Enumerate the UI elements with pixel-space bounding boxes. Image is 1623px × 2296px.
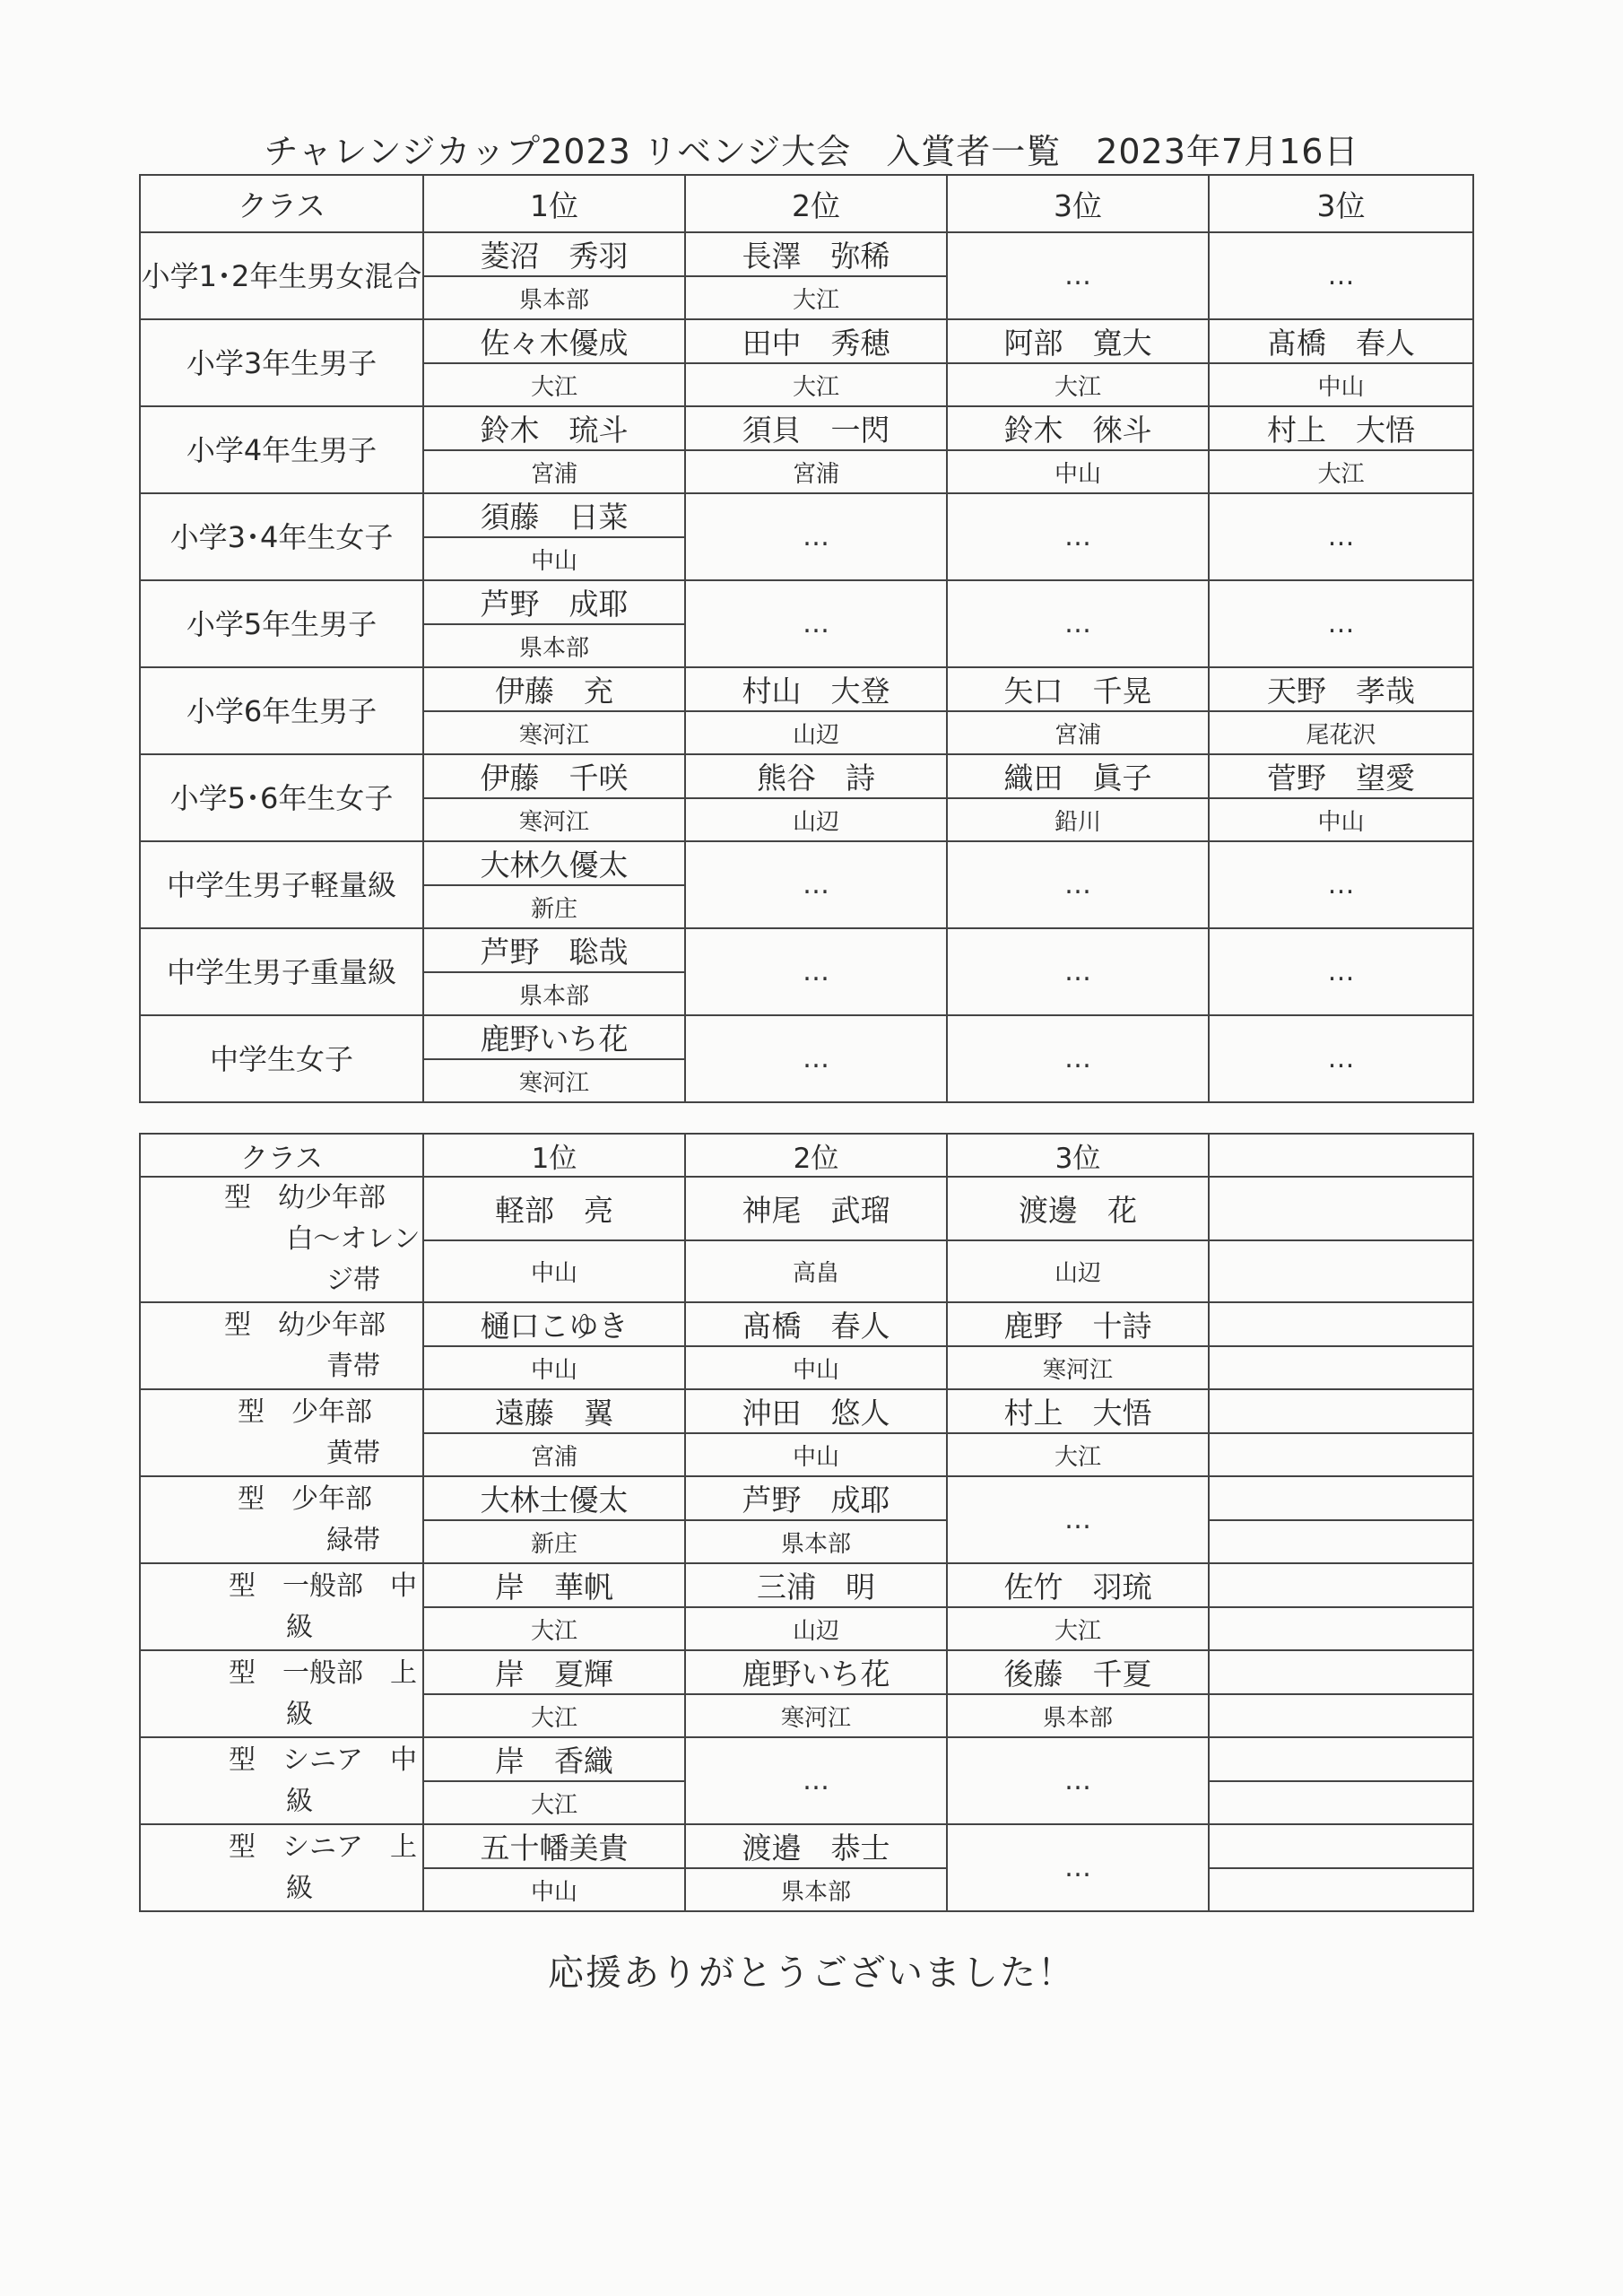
winner-name: 五十幡美貴 [423,1824,685,1868]
no-winner-cell: … [947,1476,1209,1563]
winner-name: 三浦 明 [685,1563,947,1607]
table-row [140,232,1473,276]
winner-name: 伊藤 充 [423,667,685,711]
class-name: 型 少年部 [238,1483,372,1515]
winner-dojo: 宮浦 [947,711,1209,754]
class-cell [140,1015,423,1102]
class-cell [140,928,423,1015]
table-row [140,319,1473,363]
column-header: 2位 [685,1134,947,1177]
blank-cell [1209,1389,1473,1433]
winner-dojo: 中山 [423,537,685,580]
winner-dojo: 寒河江 [685,1694,947,1737]
winner-name: 岸 香織 [423,1737,685,1781]
class-name: 型 シニア 中級 [229,1744,417,1817]
class-name: 小学5年生男子 [186,606,378,641]
winner-dojo: 中山 [1209,363,1473,406]
winner-dojo: 大江 [947,1607,1209,1650]
no-winner-cell: … [1209,232,1473,319]
no-winner-cell: … [947,493,1209,580]
table-row [140,1015,1473,1059]
no-winner-cell: … [947,1824,1209,1911]
table-row [140,1650,1473,1694]
winner-dojo: 寒河江 [423,798,685,841]
class-name: 小学6年生男子 [186,693,378,728]
winner-dojo: 高畠 [685,1240,947,1302]
table-row [140,493,1473,537]
winner-name: 熊谷 詩 [685,754,947,798]
winner-dojo: 大江 [423,1781,685,1824]
column-header: クラス [140,175,423,232]
blank-cell [1209,1346,1473,1389]
winner-name: 織田 眞子 [947,754,1209,798]
class-cell [140,1650,423,1737]
class-subname: 緑帯 [326,1524,380,1556]
winner-name: 須藤 日菜 [423,493,685,537]
winner-name: 沖田 悠人 [685,1389,947,1433]
winner-name: 菱沼 秀羽 [423,232,685,276]
winner-dojo: 山辺 [685,711,947,754]
winner-name: 矢口 千晃 [947,667,1209,711]
winner-name: 渡邊 花 [947,1177,1209,1240]
winner-name: 佐々木優成 [423,319,685,363]
class-name: 小学1･2年生 [141,258,308,293]
winner-dojo: 山辺 [947,1240,1209,1302]
blank-cell [1209,1563,1473,1607]
no-winner-cell: … [685,580,947,667]
header-row [140,1134,1473,1177]
winner-name: 田中 秀穂 [685,319,947,363]
winner-dojo: 尾花沢 [1209,711,1473,754]
blank-cell [1209,1737,1473,1781]
winner-name: 村上 大悟 [1209,406,1473,450]
class-name: 型 一般部 上級 [229,1657,417,1730]
no-winner-cell: … [1209,1015,1473,1102]
table-row [140,1476,1473,1520]
class-cell [140,319,423,406]
winner-dojo: 中山 [423,1240,685,1302]
class-cell [140,493,423,580]
table-row [140,928,1473,972]
winner-name: 渡邉 恭士 [685,1824,947,1868]
no-winner-cell: … [1209,841,1473,928]
column-header: 3位 [1209,175,1473,232]
winner-name: 菅野 望愛 [1209,754,1473,798]
no-winner-cell: … [947,1015,1209,1102]
winner-name: 大林久優太 [423,841,685,885]
table-row [140,406,1473,450]
winner-name: 後藤 千夏 [947,1650,1209,1694]
class-cell [140,406,423,493]
class-subname: 青帯 [326,1350,380,1382]
winner-dojo: 寒河江 [423,1059,685,1102]
table-row [140,1389,1473,1433]
class-name: 中学生男子 [166,867,310,902]
class-subname: 白～オレンジ帯 [286,1223,421,1296]
winner-name: 岸 夏輝 [423,1650,685,1694]
winner-name: 長澤 弥稀 [685,232,947,276]
winner-dojo: 大江 [947,363,1209,406]
winner-dojo: 宮浦 [423,1433,685,1476]
class-name: 小学3年生男子 [186,345,378,380]
blank-cell [1209,1476,1473,1520]
winner-dojo: 中山 [685,1433,947,1476]
class-cell [140,1737,423,1824]
blank-cell [1209,1824,1473,1868]
table-row [140,1177,1473,1240]
no-winner-cell: … [1209,580,1473,667]
winner-dojo: 中山 [423,1868,685,1911]
winner-dojo: 県本部 [685,1868,947,1911]
no-winner-cell: … [685,1737,947,1824]
no-winner-cell: … [685,928,947,1015]
winner-name: 髙橋 春人 [1209,319,1473,363]
winner-name: 鈴木 琉斗 [423,406,685,450]
winner-name: 軽部 亮 [423,1177,685,1240]
winner-dojo: 県本部 [423,972,685,1015]
winner-dojo: 大江 [685,276,947,319]
winner-dojo: 新庄 [423,885,685,928]
class-cell [140,667,423,754]
column-header: 2位 [685,175,947,232]
blank-cell [1209,1607,1473,1650]
no-winner-cell: … [685,841,947,928]
class-name: 小学4年生男子 [186,432,378,467]
winner-name: 大林士優太 [423,1476,685,1520]
class-cell [140,1563,423,1650]
winner-name: 鹿野いち花 [685,1650,947,1694]
no-winner-cell: … [1209,493,1473,580]
winner-name: 樋口こゆき [423,1302,685,1346]
blank-cell [1209,1781,1473,1824]
winner-dojo: 県本部 [423,276,685,319]
winner-name: 鹿野 十詩 [947,1302,1209,1346]
no-winner-cell: … [947,928,1209,1015]
no-winner-cell: … [685,493,947,580]
column-header: 3位 [947,175,1209,232]
table-row [140,667,1473,711]
table-row [140,1563,1473,1607]
no-winner-cell: … [1209,928,1473,1015]
page-title: チャレンジカップ2023 リベンジ大会 入賞者一覧 2023年7月16日 [264,132,1359,171]
class-cell [140,1302,423,1389]
class-name: 中学生男子 [166,954,310,989]
winner-dojo: 大江 [1209,450,1473,493]
blank-cell [1209,1177,1473,1240]
class-cell [140,1389,423,1476]
winner-dojo: 中山 [1209,798,1473,841]
winner-name: 芦野 聡哉 [423,928,685,972]
winner-dojo: 大江 [423,1607,685,1650]
winner-dojo: 大江 [423,363,685,406]
table-row [140,1737,1473,1781]
winner-name: 阿部 寛大 [947,319,1209,363]
winner-dojo: 中山 [947,450,1209,493]
class-name: 型 少年部 [238,1396,372,1428]
table-row [140,580,1473,624]
column-header: クラス [140,1134,423,1177]
winner-dojo: 寒河江 [947,1346,1209,1389]
winner-name: 髙橋 春人 [685,1302,947,1346]
winner-name: 芦野 成耶 [423,580,685,624]
winner-dojo: 大江 [947,1433,1209,1476]
no-winner-cell: … [947,1737,1209,1824]
winner-name: 鈴木 徠斗 [947,406,1209,450]
table-row [140,1302,1473,1346]
class-name: 小学5･6年生女子 [169,780,394,815]
class-name: 型 幼少年部 [224,1182,386,1213]
winner-name: 遠藤 翼 [423,1389,685,1433]
winner-dojo: 山辺 [685,798,947,841]
winner-name: 伊藤 千咲 [423,754,685,798]
no-winner-cell: … [947,841,1209,928]
results-table-kumite [139,174,1474,1103]
closing-message: 応援ありがとうございました！ [548,1952,1075,1994]
blank-cell [1209,1240,1473,1302]
winner-name: 岸 華帆 [423,1563,685,1607]
winner-dojo: 大江 [423,1694,685,1737]
winner-name: 村山 大登 [685,667,947,711]
winner-dojo: 宮浦 [423,450,685,493]
winner-dojo: 新庄 [423,1520,685,1563]
blank-cell [1209,1520,1473,1563]
class-cell [140,232,423,319]
column-header: 3位 [947,1134,1209,1177]
class-name: 型 シニア 上級 [229,1831,417,1904]
blank-cell [1209,1302,1473,1346]
winner-name: 芦野 成耶 [685,1476,947,1520]
blank-cell [1209,1433,1473,1476]
no-winner-cell: … [947,232,1209,319]
blank-cell [1209,1694,1473,1737]
winner-name: 村上 大悟 [947,1389,1209,1433]
winner-name: 天野 孝哉 [1209,667,1473,711]
class-name: 型 幼少年部 [224,1309,386,1341]
no-winner-cell: … [947,580,1209,667]
table-row [140,1824,1473,1868]
class-subname: 軽量級 [310,867,397,902]
class-cell [140,1177,423,1302]
class-name: 型 一般部 中級 [229,1570,417,1643]
winner-dojo: 大江 [685,363,947,406]
winner-name: 佐竹 羽琉 [947,1563,1209,1607]
class-subname: 男女混合 [307,258,422,293]
winner-name: 鹿野いち花 [423,1015,685,1059]
header-row [140,175,1473,232]
winner-dojo: 鉛川 [947,798,1209,841]
class-name: 小学3･4年生女子 [169,519,394,554]
winner-dojo: 宮浦 [685,450,947,493]
winner-dojo: 県本部 [685,1520,947,1563]
blank-cell [1209,1868,1473,1911]
winner-dojo: 県本部 [947,1694,1209,1737]
column-header [1209,1134,1473,1177]
no-winner-cell: … [685,1015,947,1102]
winner-dojo: 中山 [685,1346,947,1389]
winner-name: 須貝 一閃 [685,406,947,450]
class-subname: 重量級 [310,954,397,989]
class-name: 中学生女子 [209,1041,353,1076]
winner-name: 神尾 武瑠 [685,1177,947,1240]
class-cell [140,754,423,841]
winner-dojo: 寒河江 [423,711,685,754]
winner-dojo: 県本部 [423,624,685,667]
column-header: 1位 [423,175,685,232]
results-table-kata [139,1133,1474,1912]
table-row [140,754,1473,798]
winner-dojo: 中山 [423,1346,685,1389]
class-cell [140,841,423,928]
class-subname: 黄帯 [326,1437,380,1469]
class-cell [140,580,423,667]
blank-cell [1209,1650,1473,1694]
class-cell [140,1824,423,1911]
column-header: 1位 [423,1134,685,1177]
winner-dojo: 山辺 [685,1607,947,1650]
class-cell [140,1476,423,1563]
table-row [140,841,1473,885]
